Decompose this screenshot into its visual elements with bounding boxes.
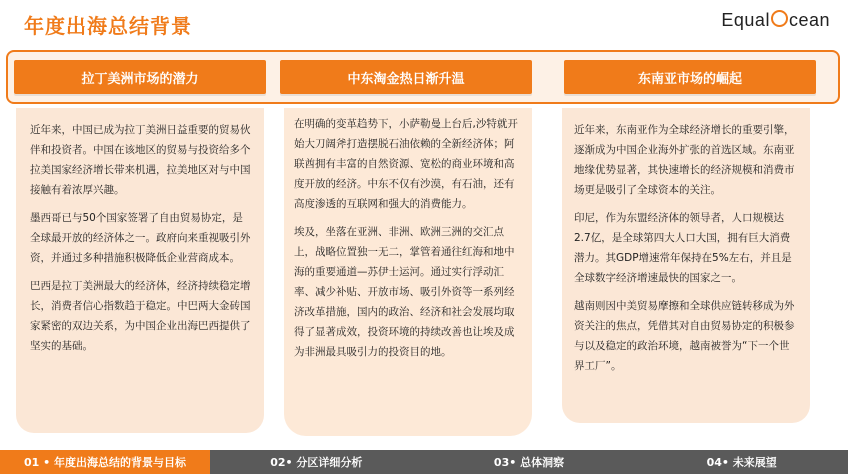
- logo-circle-icon: [771, 10, 788, 27]
- section-heading-mideast: 中东淘金热日渐升温: [280, 60, 532, 94]
- logo-text-part2: cean: [788, 10, 830, 30]
- mideast-paragraph: 埃及，坐落在亚洲、非洲、欧洲三洲的交汇点上，战略位置独一无二，掌管着通往红海和地中海的重要通道—苏伊士运河。通过实行浮动汇率、减少补贴、开放市场、吸引外资等一系列经济改革措施，国内的政治、经济和社会发展均取得了显著成效，投资环境的持续改善也让埃及成为非洲最具吸引力的投资目的地。: [294, 226, 515, 358]
- sea-paragraph: 近年来，东南亚作为全球经济增长的重要引擎，逐渐成为中国企业海外扩张的首选区域。东南亚地缘优势显著，其快速增长的经济规模和消费市场更是吸引了全球资本的关注。: [574, 124, 795, 196]
- section-heading-sea: 东南亚市场的崛起: [564, 60, 816, 94]
- page-title: 年度出海总结背景: [24, 14, 192, 38]
- latam-column: [16, 108, 264, 433]
- sea-paragraph: 印尼，作为东盟经济体的领导者，人口规模达2.7亿，是全球第四大人口大国，拥有巨大消费潜力。其GDP增速常年保持在5%左右，并且是全球数字经济增速最快的国家之一。: [574, 212, 792, 284]
- footer-tab-insights[interactable]: 03• 总体洞察: [493, 456, 565, 469]
- latam-paragraph: 墨西哥已与50个国家签署了自由贸易协定，是全球最开放的经济体之一。政府向来重视吸引外资，并通过多种措施积极降低企业营商成本。: [30, 212, 251, 264]
- equalocean-logo: [721, 10, 830, 31]
- mideast-paragraph: 在明确的变革趋势下，小萨勒曼上台后,沙特就开始大刀阔斧打造摆脱石油依赖的全新经济体；阿联酋拥有丰富的自然资源、宽松的商业环境和高度开放的经济。中东不仅有沙漠，有石油，还有高度渗透的互联网和强大的消费能力。: [294, 118, 518, 210]
- footer-nav: [0, 450, 848, 474]
- latam-paragraph: 近年来，中国已成为拉丁美洲日益重要的贸易伙伴和投资者。中国在该地区的贸易与投资给多个拉美国家经济增长带来机遇，拉美地区对与中国接触有着浓厚兴趣。: [30, 124, 251, 196]
- footer-tab-background[interactable]: 01 • 年度出海总结的背景与目标: [0, 450, 210, 474]
- mideast-column: [284, 108, 532, 436]
- footer-tab-regional-analysis[interactable]: 02• 分区详细分析: [270, 456, 363, 469]
- sea-column: [562, 108, 810, 423]
- footer-tab-outlook[interactable]: 04• 未来展望: [706, 456, 777, 469]
- logo-text-part1: Equal: [721, 10, 770, 30]
- latam-paragraph: 巴西是拉丁美洲最大的经济体，经济持续稳定增长，消费者信心指数趋于稳定。中巴两大金砖国家紧密的双边关系，为中国企业出海巴西提供了坚实的基础。: [30, 280, 251, 352]
- section-heading-latam: 拉丁美洲市场的潜力: [14, 60, 266, 94]
- sea-paragraph: 越南则因中美贸易摩擦和全球供应链转移成为外资关注的焦点，凭借其对自由贸易协定的积极参与以及稳定的政治环境，越南被誉为“下一个世界工厂”。: [574, 300, 795, 372]
